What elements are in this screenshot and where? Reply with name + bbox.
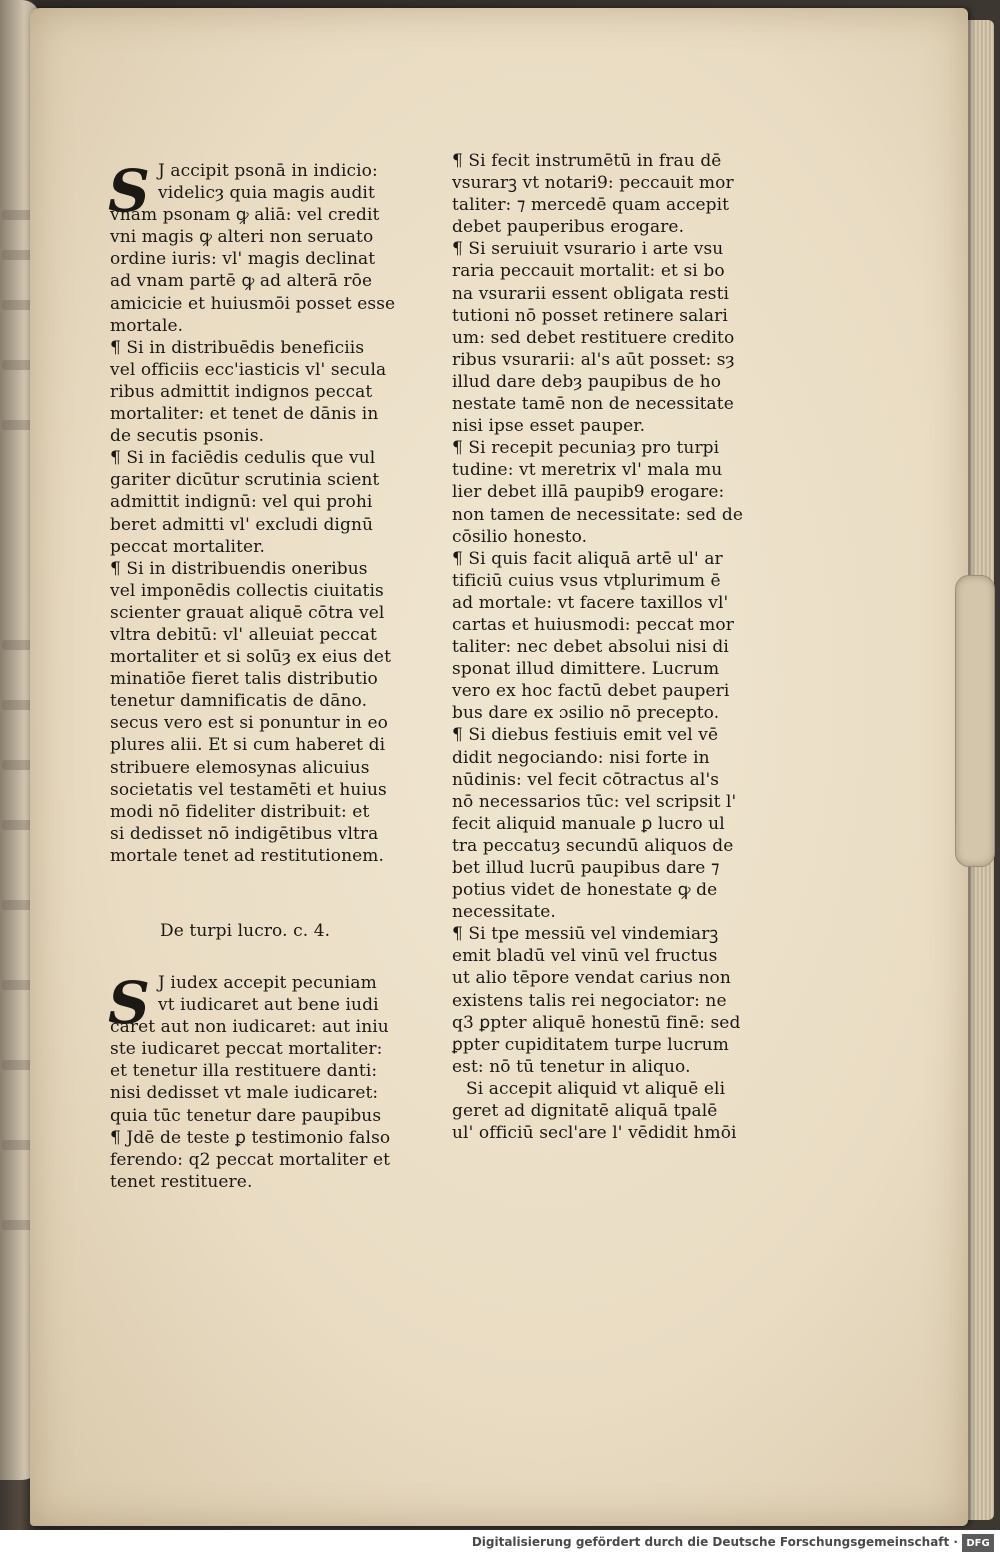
text-line: um: sed debet restituere credito <box>452 327 735 348</box>
text-line: beret admitti vl' excludi dignū <box>110 514 374 535</box>
text-line: nisi dedisset vt male iudicaret: <box>110 1083 379 1104</box>
text-line: ¶ Si quis facit aliquā artē ul' ar <box>452 548 723 569</box>
text-line: ad mortale: vt facere taxillos vl' <box>452 592 729 613</box>
digitization-footer <box>0 1530 1000 1556</box>
text-line: nisi ipse esset pauper. <box>452 416 646 437</box>
left-section-2 <box>108 969 420 1193</box>
text-line: vltra debitū: vl' alleuiat peccat <box>110 624 377 645</box>
text-line: ꝑpter cupiditatem turpe lucrum <box>452 1034 729 1055</box>
text-line: minatiōe fieret talis distributio <box>110 669 378 690</box>
text-line: fecit aliquid manuale ꝑ lucro ul <box>452 813 725 834</box>
drop-capital: S <box>108 969 150 1037</box>
text-line: bus dare ex ɔsilio nō precepto. <box>452 703 720 724</box>
text-line: ad vnam partē ꝙ ad alterā rōe <box>110 271 373 292</box>
chapter-heading: De turpi lucro. c. 4. <box>160 921 331 941</box>
text-line: et tenetur illa restituere danti: <box>110 1061 378 1082</box>
text-line: peccat mortaliter. <box>110 536 266 557</box>
text-line: ¶ Si in distribuēdis beneficiis <box>110 337 365 358</box>
text-line: nō necessarios tūc: vel scripsit l' <box>452 791 737 812</box>
text-line: scienter grauat aliquē cōtra vel <box>110 602 385 623</box>
page-edge-tab <box>955 575 995 867</box>
text-line: modi nō fideliter distribuit: et <box>110 801 370 822</box>
text-line: gariter dicūtur scrutinia scient <box>110 470 380 491</box>
text-line: sponat illud dimittere. Lucrum <box>452 659 720 680</box>
text-line: ste iudicaret peccat mortaliter: <box>110 1039 383 1060</box>
text-line: geret ad dignitatē aliquā tpalē <box>452 1101 718 1122</box>
text-line: debet pauperibus erogare. <box>452 217 685 238</box>
text-line: ¶ Si seruiuit vsurario i arte vsu <box>452 239 724 260</box>
right-column <box>452 150 768 1144</box>
text-line: vsurarꝫ vt notari9: peccauit mor <box>452 173 734 194</box>
text-line: ¶ Si fecit instrumētū in frau dē <box>452 151 722 171</box>
text-line: q3 ꝑpter aliquē honestū finē: sed <box>452 1012 741 1033</box>
text-line: ¶ Si recepit pecuniaȝ pro turpi <box>452 438 720 459</box>
text-line: amicicie et huiusmōi posset esse <box>110 293 396 314</box>
text-line: ribus admittit indignos peccat <box>110 381 373 402</box>
text-line: de secutis psonis. <box>110 426 265 447</box>
left-section-1 <box>108 157 420 867</box>
text-line: tenet restituere. <box>110 1171 253 1192</box>
text-line: mortale. <box>110 315 184 336</box>
text-line: ¶ Si diebus festiuis emit vel vē <box>452 725 719 746</box>
funding-credit: Digitalisierung gefördert durch die Deutsche Forschungsgemeinschaft · <box>471 1535 958 1549</box>
text-line: quia tūc tenetur dare paupibus <box>110 1105 382 1126</box>
text-line: tra peccatuȝ secundū aliquos de <box>452 835 734 856</box>
text-line: ordine iuris: vl' magis declinat <box>110 249 376 270</box>
text-line: nestate tamē non de necessitate <box>452 394 734 415</box>
text-line: secus vero est si ponuntur in eo <box>110 713 388 734</box>
text-line: existens talis rei negociator: ne <box>452 990 727 1011</box>
text-line: si dedisset nō indigētibus vltra <box>110 823 379 844</box>
text-line: stribuere elemosynas alicuius <box>110 757 370 778</box>
text-line: tenetur damnificatis de dāno. <box>110 691 368 712</box>
text-line: est: nō tū tenetur in aliquo. <box>452 1056 691 1077</box>
text-line: taliter: nec debet absolui nisi di <box>452 637 729 658</box>
book-page <box>30 8 968 1526</box>
text-line: tificiū cuius vsus vtplurimum ē <box>452 570 721 591</box>
text-line: mortaliter: et tenet de dānis in <box>110 404 379 425</box>
text-line: emit bladū vel vinū vel fructus <box>452 946 718 967</box>
text-line: vnam psonam ꝙ aliā: vel credit <box>110 205 380 226</box>
text-line: bet illud lucrū paupibus dare ⁊ <box>452 858 720 878</box>
text-line: Si accepit aliquid vt aliquē eli <box>466 1078 726 1099</box>
dfg-logo: DFG <box>962 1534 994 1552</box>
text-line: caret aut non iudicaret: aut iniu <box>110 1017 389 1038</box>
text-line: tudine: vt meretrix vl' mala mu <box>452 460 723 481</box>
text-line: tutioni nō posset retinere salari <box>452 305 728 326</box>
text-line: mortaliter et si solūȝ ex eius det <box>110 647 392 668</box>
text-line: cōsilio honesto. <box>452 526 588 547</box>
text-line: J iudex accepit pecuniam <box>158 973 377 993</box>
text-line: non tamen de necessitate: sed de <box>452 504 744 525</box>
text-line: ¶ Si in distribuendis oneribus <box>110 558 368 579</box>
text-line: ¶ Jdē de teste ꝑ testimonio falso <box>110 1127 391 1148</box>
text-line: nūdinis: vel fecit cōtractus al's <box>452 769 720 790</box>
text-line: vel officiis ecc'iasticis vl' secula <box>110 359 387 380</box>
text-line: ¶ Si in faciēdis cedulis que vul <box>110 448 376 469</box>
text-line: vt iudicaret aut bene iudi <box>158 995 379 1016</box>
text-line: lier debet illā paupib9 erogare: <box>452 482 725 503</box>
text-line: ferendo: q2 peccat mortaliter et <box>110 1149 391 1170</box>
text-line: potius videt de honestate ꝙ de <box>452 880 718 901</box>
text-line: raria peccauit mortalit: et si bo <box>452 261 725 282</box>
text-line: societatis vel testamēti et huius <box>110 779 387 800</box>
text-line: ribus vsurarii: al's aūt posset: sȝ <box>452 349 735 370</box>
drop-capital: S <box>108 157 150 225</box>
text-line: J accipit psonā in indicio: <box>158 161 378 181</box>
text-line: ut alio tēpore vendat carius non <box>452 968 731 989</box>
text-line: vel imponēdis collectis ciuitatis <box>110 580 384 601</box>
text-line: na vsurarii essent obligata resti <box>452 283 730 304</box>
left-column <box>108 157 420 1192</box>
text-line: vero ex hoc factū debet pauperi <box>452 681 730 702</box>
text-line: ¶ Si tpe messiū vel vindemiarꝫ <box>452 924 719 945</box>
text-line: ul' officiū secl'are l' vēdidit hmōi <box>452 1123 737 1144</box>
text-line: admittit indignū: vel qui prohi <box>110 492 373 513</box>
text-line: illud dare debȝ paupibus de ho <box>452 371 722 392</box>
text-line: didit negociando: nisi forte in <box>452 747 710 768</box>
text-line: taliter: ⁊ mercedē quam accepit <box>452 195 730 216</box>
text-line: cartas et huiusmodi: peccat mor <box>452 614 734 635</box>
text-line: videlicȝ quia magis audit <box>158 183 375 204</box>
text-line: plures alii. Et si cum haberet di <box>110 735 386 756</box>
text-line: necessitate. <box>452 902 556 923</box>
text-line: mortale tenet ad restitutionem. <box>110 845 385 866</box>
text-line: vni magis ꝙ alteri non seruato <box>110 227 374 248</box>
